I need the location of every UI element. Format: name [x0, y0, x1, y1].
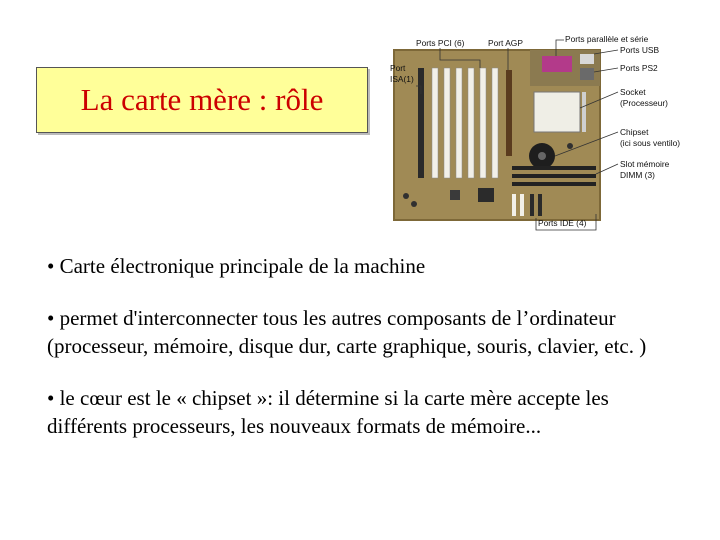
label-chipset-line2: (ici sous ventilo) [620, 138, 681, 148]
cpu-socket [534, 92, 580, 132]
capacitor [411, 201, 417, 207]
parallel-serial-port [542, 56, 572, 72]
label-port-isa-line1: Port [390, 63, 406, 73]
label-ports-ide: Ports IDE (4) [538, 218, 587, 228]
pci-slot [444, 68, 450, 178]
label-port-isa-line2: ISA(1) [390, 74, 414, 84]
ide-port [530, 194, 534, 216]
dimm-slot [512, 166, 596, 170]
dimm-slot [512, 182, 596, 186]
pci-slot [468, 68, 474, 178]
label-port-agp: Port AGP [488, 38, 523, 48]
motherboard-figure [380, 28, 700, 240]
label-slot-memoire-line2: DIMM (3) [620, 170, 655, 180]
cpu-socket-lever [582, 92, 586, 132]
isa-slot [418, 68, 424, 178]
dimm-slot [512, 174, 596, 178]
pci-slot [492, 68, 498, 178]
label-ports-ps2: Ports PS2 [620, 63, 658, 73]
label-slot-memoire-line1: Slot mémoire [620, 159, 670, 169]
bullet-2: • permet d'interconnecter tous les autres composants de l’ordinateur (processeur, mémoire, disque dur, carte graphique, souris, clavier, etc. ) [47, 306, 647, 358]
capacitor [567, 143, 573, 149]
pci-slot [456, 68, 462, 178]
agp-slot [506, 70, 512, 156]
ps2-port [580, 68, 594, 80]
slide-title: La carte mère : rôle [80, 82, 324, 117]
usb-port [580, 54, 594, 64]
label-ports-usb: Ports USB [620, 45, 660, 55]
bios-chip [478, 188, 494, 202]
label-socket-line1: Socket [620, 87, 646, 97]
pci-slot [432, 68, 438, 178]
label-chipset-line1: Chipset [620, 127, 649, 137]
label-ports-pci: Ports PCI (6) [416, 38, 465, 48]
ide-port [512, 194, 516, 216]
slide-body [47, 252, 687, 464]
ide-port [538, 194, 542, 216]
slide-title-box [36, 67, 368, 133]
ide-port [520, 194, 524, 216]
bullet-3: • le cœur est le « chipset »: il détermine si la carte mère accepte les différents processeurs, les nouveaux formats de mémoire... [47, 386, 609, 438]
chip [450, 190, 460, 200]
capacitor [403, 193, 409, 199]
bullet-1: • Carte électronique principale de la machine [47, 254, 426, 278]
pci-slot [480, 68, 486, 178]
motherboard-diagram [380, 28, 700, 240]
chipset-fan-hub [538, 152, 546, 160]
label-socket-line2: (Processeur) [620, 98, 668, 108]
label-ports-parallele-serie: Ports parallèle et série [565, 34, 649, 44]
